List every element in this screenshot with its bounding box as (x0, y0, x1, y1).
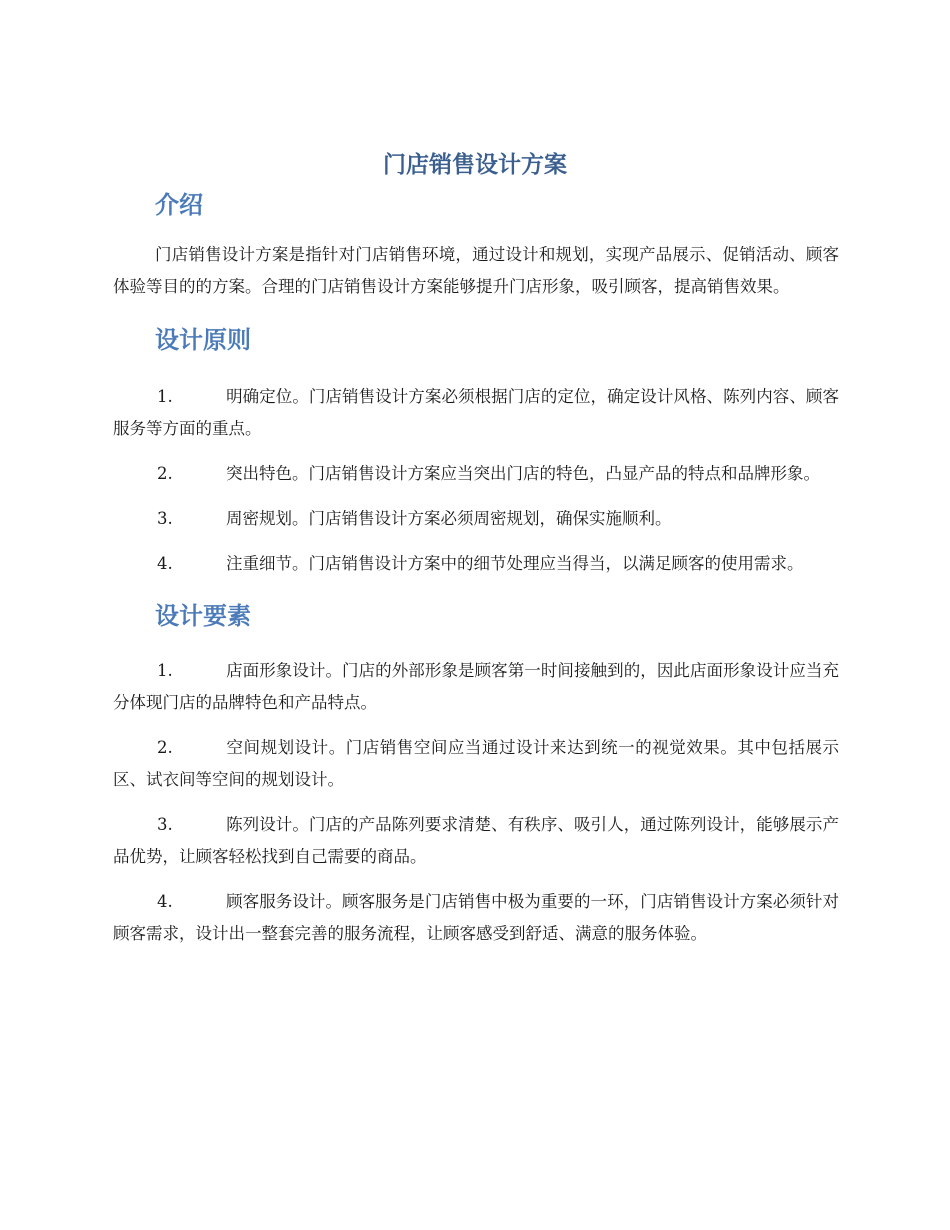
list-item-number: 1. (157, 387, 173, 406)
principles-list (113, 381, 839, 580)
list-item-text: 空间规划设计。门店销售空间应当通过设计来达到统一的视觉效果。其中包括展示区、试衣间等空间的规划设计。 (113, 738, 839, 789)
list-item-number: 4. (157, 892, 173, 911)
elements-list (113, 655, 839, 950)
document-title: 门店销售设计方案 (383, 152, 567, 178)
list-item (113, 732, 839, 796)
section-heading-principles: 设计原则 (155, 326, 251, 354)
list-item (113, 458, 839, 490)
document-body (113, 188, 839, 950)
list-item-number: 2. (157, 464, 173, 483)
list-item (113, 503, 839, 535)
list-item-text: 突出特色。门店销售设计方案应当突出门店的特色，凸显产品的特点和品牌形象。 (226, 464, 820, 483)
list-item (113, 655, 839, 719)
list-item-number: 2. (157, 738, 173, 757)
list-item-text: 陈列设计。门店的产品陈列要求清楚、有秩序、吸引人，通过陈列设计，能够展示产品优势，让顾客轻松找到自己需要的商品。 (113, 815, 839, 866)
list-item (113, 886, 839, 950)
list-item (113, 381, 839, 445)
list-item-number: 3. (157, 509, 173, 528)
intro-paragraph: 门店销售设计方案是指针对门店销售环境，通过设计和规划，实现产品展示、促销活动、顾客体验等目的的方案。合理的门店销售设计方案能够提升门店形象，吸引顾客，提高销售效果。 (113, 245, 839, 296)
list-item-number: 3. (157, 815, 173, 834)
list-item (113, 548, 839, 580)
section-heading-intro: 介绍 (155, 191, 203, 219)
section-heading-elements: 设计要素 (155, 602, 251, 630)
list-item-text: 顾客服务设计。顾客服务是门店销售中极为重要的一环，门店销售设计方案必须针对顾客需求，设计出一整套完善的服务流程，让顾客感受到舒适、满意的服务体验。 (113, 892, 839, 943)
list-item-text: 周密规划。门店销售设计方案必须周密规划，确保实施顺利。 (226, 509, 672, 528)
list-item-text: 明确定位。门店销售设计方案必须根据门店的定位，确定设计风格、陈列内容、顾客服务等方面的重点。 (113, 387, 839, 438)
list-item-text: 注重细节。门店销售设计方案中的细节处理应当得当，以满足顾客的使用需求。 (226, 554, 804, 573)
list-item-text: 店面形象设计。门店的外部形象是顾客第一时间接触到的，因此店面形象设计应当充分体现门店的品牌特色和产品特点。 (113, 661, 839, 712)
list-item-number: 4. (157, 554, 173, 573)
list-item (113, 809, 839, 873)
list-item-number: 1. (157, 661, 173, 680)
